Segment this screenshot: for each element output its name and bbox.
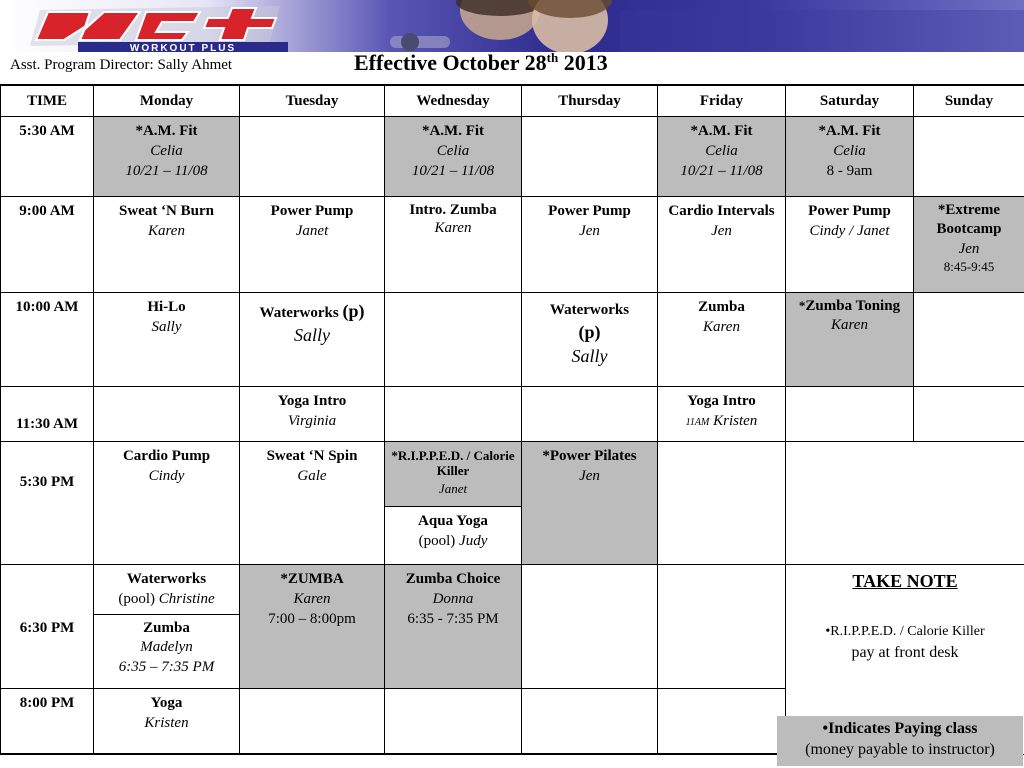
empty-cell — [914, 386, 1024, 441]
time-cell: 11:30 AM — [1, 386, 94, 441]
instructor: Kristen — [144, 714, 189, 731]
instructor: Donna — [432, 590, 474, 607]
row-1130am — [1, 386, 1024, 441]
col-header-tuesday: Tuesday — [240, 85, 385, 116]
instructor: Janet — [438, 480, 468, 496]
instructor: Celia — [705, 142, 738, 159]
row-530pm — [1, 441, 1024, 506]
paying-class-legend — [777, 716, 1023, 766]
time-cell: 9:00 AM — [1, 196, 94, 292]
instructor: Virginia — [287, 412, 337, 429]
class-name: Power Pump — [548, 202, 631, 219]
col-header-thursday: Thursday — [522, 85, 658, 116]
class-time: 6:35 – 7:35 PM — [118, 658, 215, 675]
instructor: Karen — [703, 318, 740, 335]
empty-cell — [658, 441, 786, 564]
class-name: Waterworks — [126, 570, 207, 587]
class-cell — [385, 196, 522, 292]
take-note-pay: pay at front desk — [851, 643, 959, 661]
class-name: Sweat ‘N Burn — [118, 202, 214, 219]
program-director: Asst. Program Director: Sally Ahmet — [10, 57, 233, 73]
class-name: Power Pump — [270, 202, 354, 219]
class-name: *ZUMBA — [280, 570, 344, 587]
class-name: Zumba Choice — [405, 570, 501, 587]
class-cell — [94, 441, 240, 564]
take-note-item: •R.I.P.P.E.D. / Calorie Killer — [825, 623, 985, 639]
empty-cell — [522, 564, 658, 688]
instructor: Jen — [711, 222, 732, 239]
pool-tag: (p) — [342, 300, 365, 321]
instructor: Jen — [958, 240, 980, 257]
empty-cell — [914, 116, 1024, 196]
take-note-title: TAKE NOTE — [852, 570, 958, 591]
class-cell — [94, 688, 240, 754]
time-cell: 10:00 AM — [1, 292, 94, 386]
row-530am — [1, 116, 1024, 196]
instructor: Sally — [294, 324, 330, 345]
instructor: Gale — [297, 467, 327, 484]
row-1000am — [1, 292, 1024, 386]
class-cell — [658, 386, 786, 441]
class-name: *Extreme Bootcamp — [936, 201, 1002, 237]
class-name: Cardio Pump — [122, 447, 211, 464]
instructor: Karen — [293, 590, 331, 607]
instructor: Madelyn — [140, 639, 193, 655]
class-name: *R.I.P.P.E.D. / Calorie Killer — [391, 447, 515, 479]
time-cell: 5:30 AM — [1, 116, 94, 196]
class-dates: 10/21 – 11/08 — [411, 163, 495, 179]
instructor: Celia — [150, 142, 183, 159]
class-cell — [94, 292, 240, 386]
class-name: Cardio Intervals — [668, 202, 775, 219]
col-header-saturday: Saturday — [786, 85, 914, 116]
class-cell — [914, 196, 1024, 292]
time-cell: 5:30 PM — [1, 441, 94, 564]
class-name: Sweat ‘N Spin — [266, 447, 358, 464]
instructor: Cindy / Janet — [809, 222, 890, 239]
instructor: Jen — [579, 467, 600, 484]
legend-line-1: •Indicates Paying class — [822, 720, 978, 737]
class-cell — [786, 196, 914, 292]
empty-cell — [786, 441, 1024, 564]
class-name: Intro. Zumba — [409, 201, 497, 218]
class-cell — [385, 116, 522, 196]
class-name: Hi-Lo — [147, 298, 186, 315]
class-name: *Zumba Toning — [798, 297, 901, 314]
class-cell — [658, 292, 786, 386]
class-cell — [385, 564, 522, 688]
class-schedule-table — [0, 84, 1024, 755]
empty-cell — [914, 292, 1024, 386]
fitness-people-photo — [380, 0, 1024, 52]
class-dates: 10/21 – 11/08 — [125, 163, 208, 179]
class-cell — [240, 196, 385, 292]
class-name: *Power Pilates — [542, 447, 637, 464]
class-name: Zumba — [143, 619, 190, 636]
instructor: Karen — [831, 317, 868, 333]
class-time: 6:35 - 7:35 PM — [407, 611, 499, 627]
empty-cell — [385, 688, 522, 754]
class-name: Yoga Intro — [277, 392, 347, 409]
time-cell: 8:00 PM — [1, 688, 94, 754]
empty-cell — [522, 688, 658, 754]
class-cell — [522, 196, 658, 292]
class-name: Power Pump — [808, 202, 891, 219]
class-time: 7:00 – 8:00pm — [268, 611, 356, 627]
instructor: Sally — [151, 318, 182, 335]
legend-line-2: (money payable to instructor) — [805, 740, 995, 758]
pool-tag: (p) — [578, 321, 601, 342]
header-row — [1, 85, 1024, 116]
class-cell — [522, 441, 658, 564]
class-dates: 10/21 – 11/08 — [680, 163, 763, 179]
class-name: Waterworks — [259, 304, 339, 321]
empty-cell — [385, 292, 522, 386]
class-name: Zumba — [698, 298, 745, 315]
class-cell — [522, 292, 658, 386]
empty-cell — [94, 386, 240, 441]
class-cell — [240, 441, 385, 564]
row-900am — [1, 196, 1024, 292]
class-cell — [658, 116, 786, 196]
class-name: Yoga Intro — [687, 392, 756, 409]
empty-cell — [658, 688, 786, 754]
class-cell — [94, 564, 240, 614]
class-name: *A.M. Fit — [135, 122, 198, 139]
class-name: *A.M. Fit — [690, 122, 753, 139]
instructor: Karen — [148, 222, 185, 239]
instructor: Janet — [295, 222, 329, 239]
instructor-line: 11AM Kristen — [685, 412, 758, 429]
time-cell: 6:30 PM — [1, 564, 94, 688]
instructor: Sally — [571, 346, 608, 367]
class-name: Yoga — [150, 694, 183, 711]
class-cell — [786, 292, 914, 386]
class-cell — [385, 506, 522, 564]
class-cell — [385, 441, 522, 506]
class-cell — [94, 614, 240, 688]
instructor-line: (pool) Christine — [118, 590, 215, 607]
class-cell — [240, 564, 385, 688]
col-header-wednesday: Wednesday — [385, 85, 522, 116]
class-name: *A.M. Fit — [818, 122, 881, 139]
class-cell — [658, 196, 786, 292]
effective-date: Effective October 28th 2013 — [354, 50, 608, 75]
class-cell — [94, 196, 240, 292]
class-time: 8:45-9:45 — [943, 259, 995, 274]
col-header-monday: Monday — [94, 85, 240, 116]
instructor: Celia — [833, 142, 866, 159]
empty-cell — [522, 386, 658, 441]
workout-plus-logo — [0, 0, 330, 52]
empty-cell — [240, 688, 385, 754]
class-name: Aqua Yoga — [418, 512, 488, 529]
empty-cell — [522, 116, 658, 196]
col-header-time: TIME — [1, 85, 94, 116]
empty-cell — [786, 386, 914, 441]
empty-cell — [240, 116, 385, 196]
empty-cell — [658, 564, 786, 688]
class-cell — [786, 116, 914, 196]
class-cell — [94, 116, 240, 196]
header-banner — [0, 0, 1024, 52]
class-time: 8 - 9am — [826, 163, 873, 179]
instructor: Celia — [436, 142, 470, 159]
class-cell — [240, 386, 385, 441]
class-name: *A.M. Fit — [421, 122, 485, 139]
class-cell — [240, 292, 385, 386]
row-630pm — [1, 564, 1024, 614]
instructor: Cindy — [148, 467, 185, 484]
col-header-sunday: Sunday — [914, 85, 1024, 116]
class-name: Waterworks — [549, 301, 630, 318]
instructor: Karen — [434, 219, 472, 236]
svg-text:WORKOUT PLUS: WORKOUT PLUS — [129, 43, 237, 54]
col-header-friday: Friday — [658, 85, 786, 116]
instructor-line: (pool) Judy — [418, 532, 488, 549]
instructor: Jen — [579, 222, 600, 239]
empty-cell — [385, 386, 522, 441]
